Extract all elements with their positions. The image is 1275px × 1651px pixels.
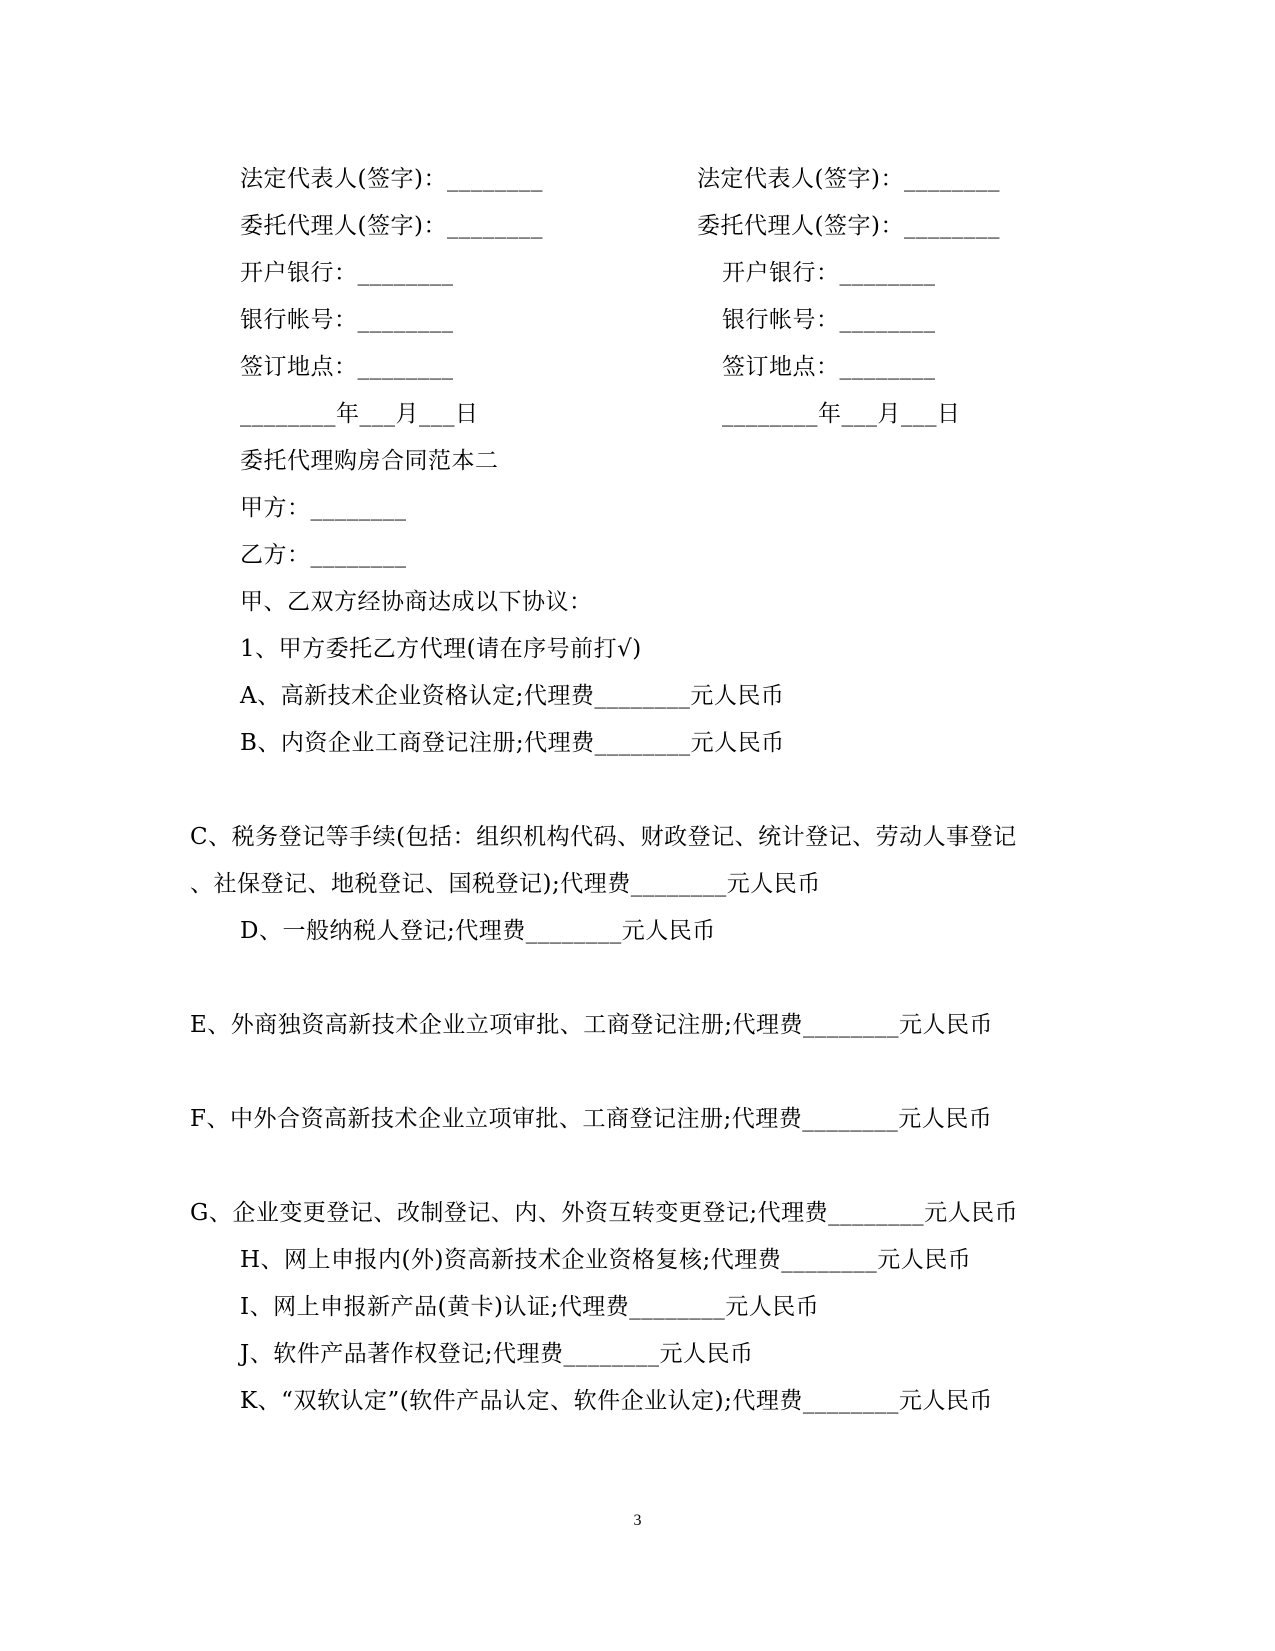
item-e: E、外商独资高新技术企业立项审批、工商登记注册;代理费________元人民币 <box>190 1012 994 1038</box>
agreement-intro: 甲、乙双方经协商达成以下协议： <box>240 589 593 615</box>
item-h: H、网上申报内(外)资高新技术企业资格复核;代理费________元人民币 <box>240 1247 972 1273</box>
item-b: B、内资企业工商登记注册;代理费________元人民币 <box>240 730 785 756</box>
left-legal-rep-line: 法定代表人(签字)：________ <box>240 166 543 192</box>
right-account-line: 银行帐号：________ <box>722 307 936 333</box>
party-b-line: 乙方：________ <box>240 542 407 568</box>
left-place-line: 签订地点：________ <box>240 354 454 380</box>
item-k: K、“双软认定”(软件产品认定、软件企业认定);代理费________元人民币 <box>240 1388 993 1414</box>
right-agent-line: 委托代理人(签字)：________ <box>697 213 1000 239</box>
item-d: D、一般纳税人登记;代理费________元人民币 <box>240 918 716 944</box>
item-f: F、中外合资高新技术企业立项审批、工商登记注册;代理费________元人民币 <box>190 1106 993 1132</box>
right-date-line: ________年___月___日 <box>722 401 961 427</box>
item-j: J、软件产品著作权登记;代理费________元人民币 <box>240 1341 754 1367</box>
left-bank-line: 开户银行：________ <box>240 260 454 286</box>
item-c-line-2: 、社保登记、地税登记、国税登记);代理费________元人民币 <box>190 871 821 897</box>
left-account-line: 银行帐号：________ <box>240 307 454 333</box>
left-agent-line: 委托代理人(签字)：________ <box>240 213 543 239</box>
item-g: G、企业变更登记、改制登记、内、外资互转变更登记;代理费________元人民币 <box>190 1200 1019 1226</box>
right-legal-rep-line: 法定代表人(签字)：________ <box>697 166 1000 192</box>
right-place-line: 签订地点：________ <box>722 354 936 380</box>
item-c-line-1: C、税务登记等手续(包括：组织机构代码、财政登记、统计登记、劳动人事登记 <box>190 824 1017 850</box>
item-i: I、网上申报新产品(黄卡)认证;代理费________元人民币 <box>240 1294 820 1320</box>
right-bank-line: 开户银行：________ <box>722 260 936 286</box>
party-a-line: 甲方：________ <box>240 495 407 521</box>
contract-title: 委托代理购房合同范本二 <box>240 448 499 474</box>
left-date-line: ________年___月___日 <box>240 401 479 427</box>
item-a: A、高新技术企业资格认定;代理费________元人民币 <box>240 683 785 709</box>
page-number: 3 <box>633 1512 642 1529</box>
clause-1: 1、甲方委托乙方代理(请在序号前打√) <box>240 636 642 662</box>
